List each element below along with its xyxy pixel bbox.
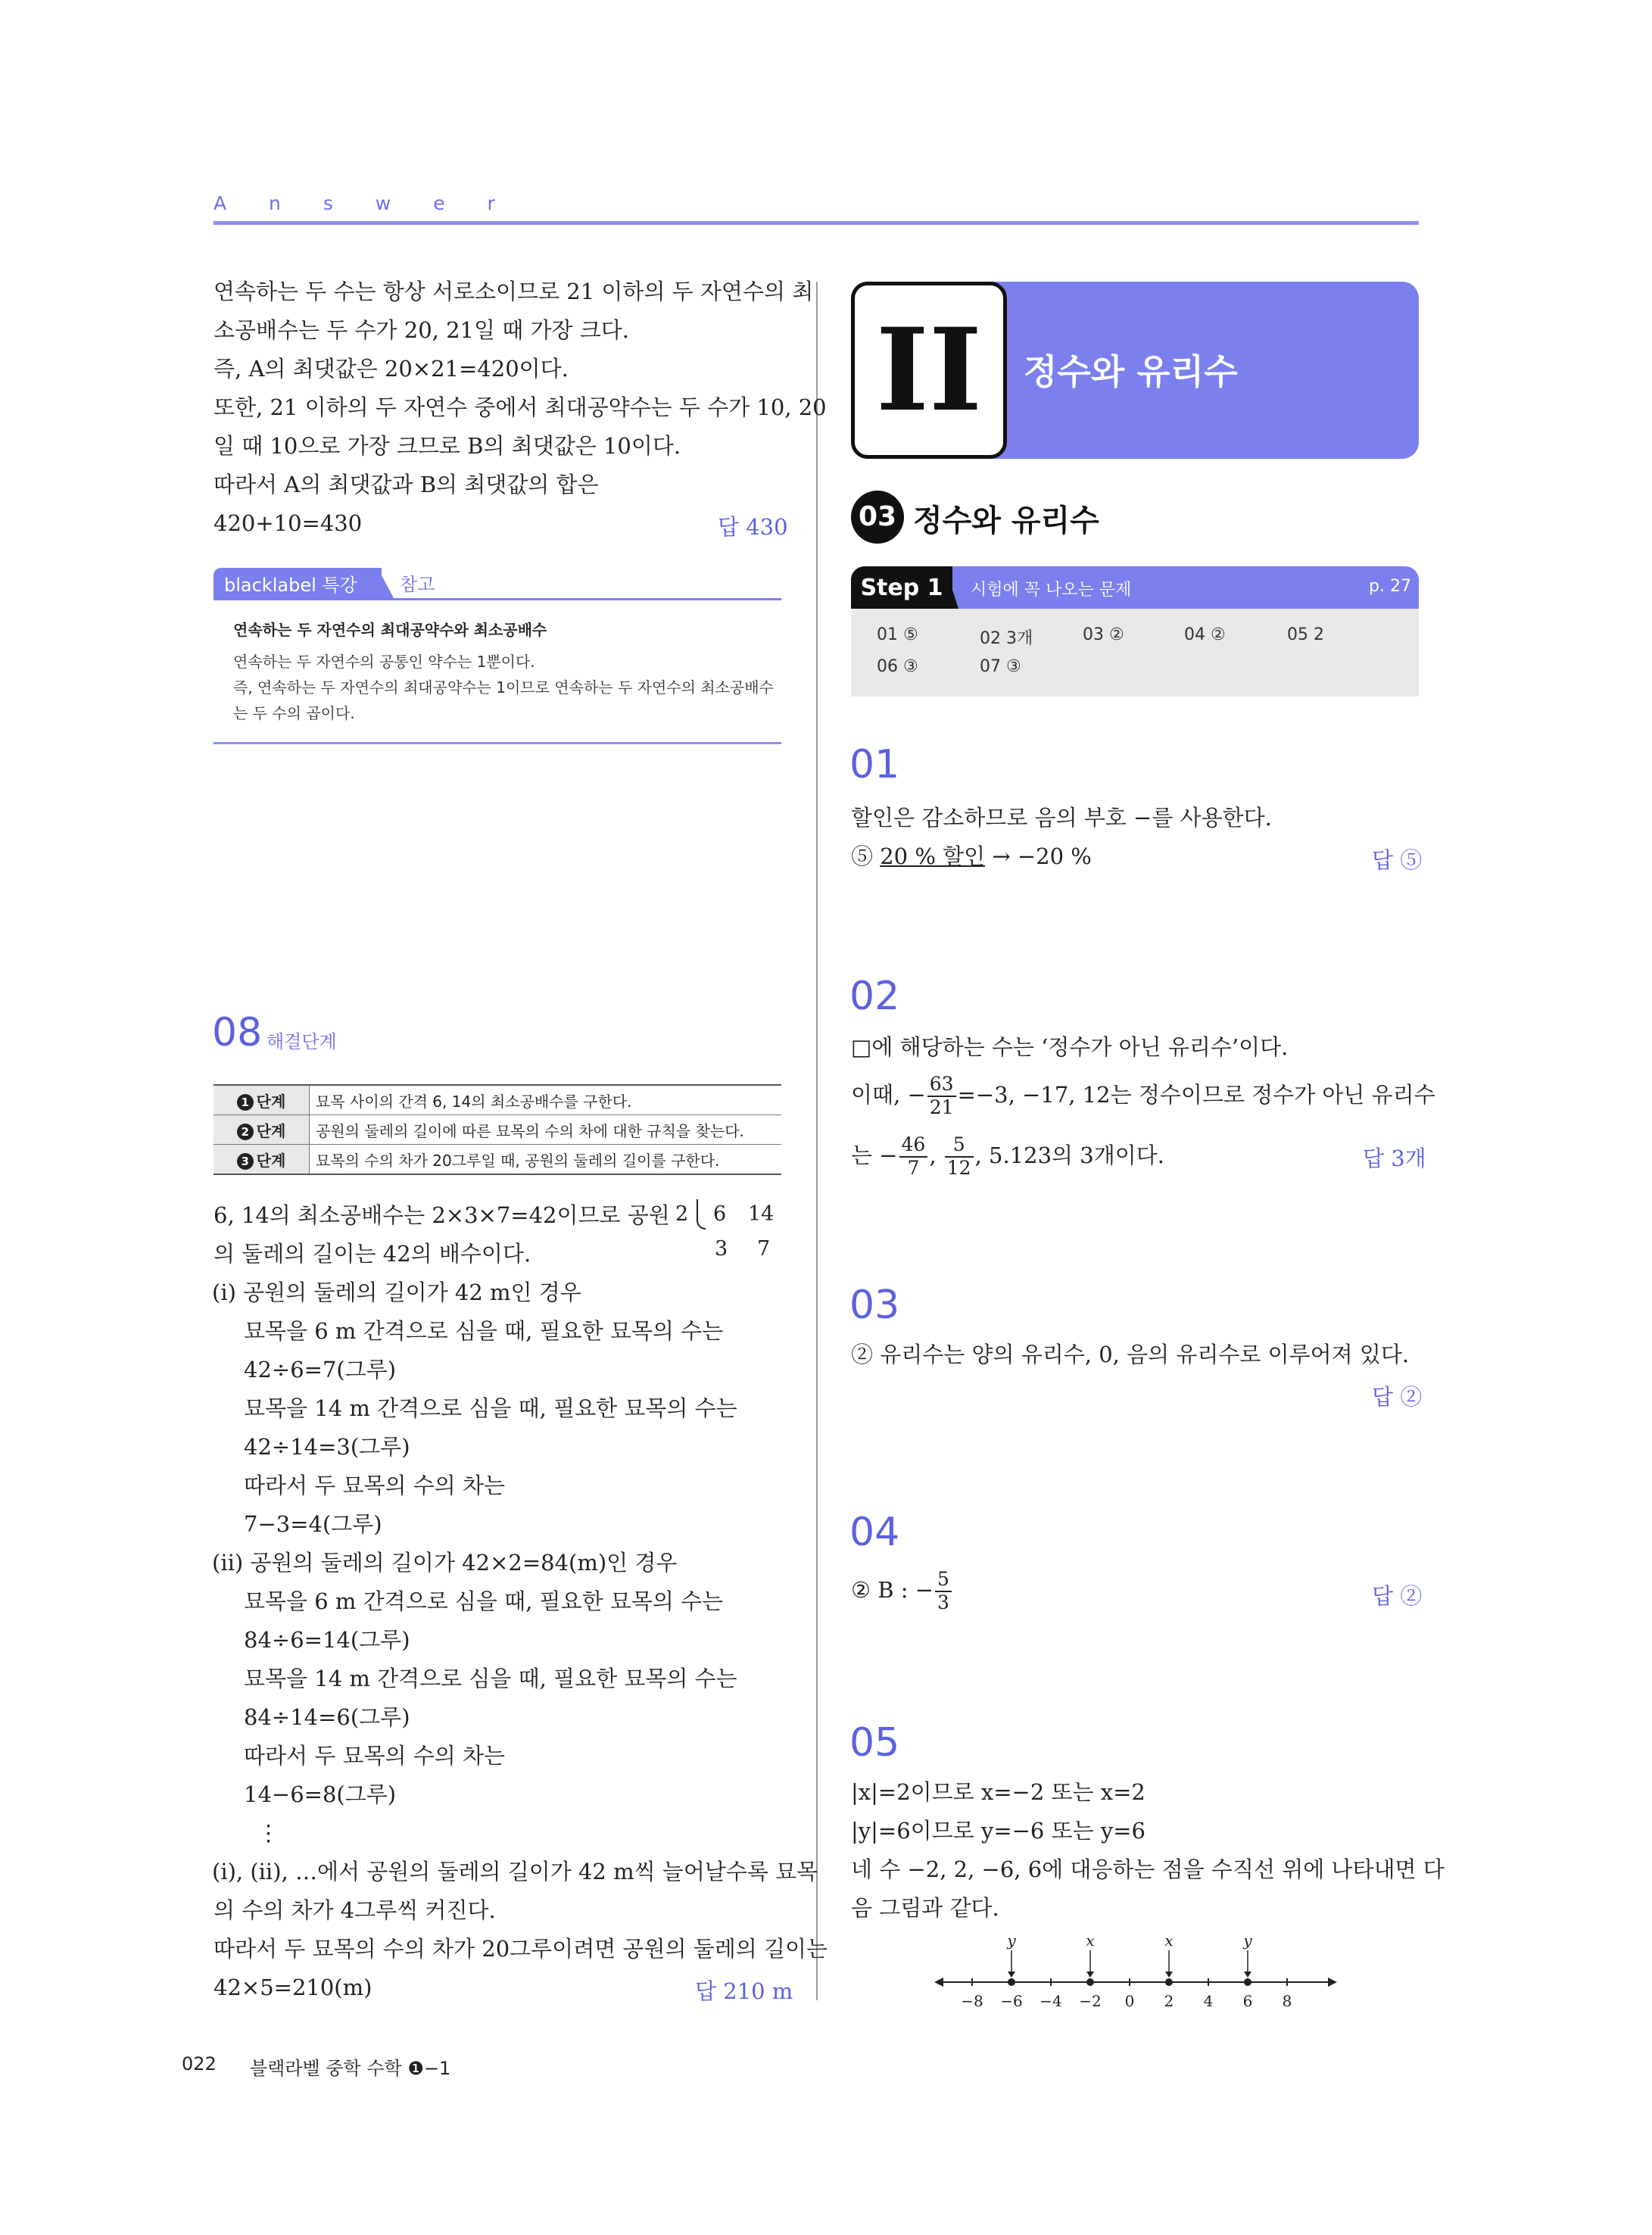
q02-line: □에 해당하는 수는 ‘정수가 아닌 유리수’이다. [851,1034,1289,1060]
tick-label: 8 [1282,1992,1292,2010]
blacklabel-tab: blacklabel 특강 [214,568,382,598]
denominator: 7 [907,1156,920,1179]
fraction [899,1134,928,1180]
step-subtitle: 시험에 꼭 나오는 문제 [971,581,1132,600]
q02-text: 이때, − [851,1081,926,1108]
step-label [214,1115,310,1145]
step-row [214,1085,781,1115]
denominator: 21 [929,1096,954,1118]
question-number-02: 02 [849,974,900,1019]
step-mark: 1 [237,1094,254,1111]
page-number: 022 [182,2053,217,2074]
step-mark: 2 [237,1124,254,1140]
solution-line: 의 수의 차가 4그루씩 커진다. [214,1897,496,1923]
tick-label: 2 [1164,1992,1174,2010]
solution-line: 묘목을 6 m 간격으로 심을 때, 필요한 묘목의 수는 [244,1318,724,1344]
chapter-roman: II [851,282,1007,459]
q01-choice: ⑤ [851,843,881,869]
number-line [931,1934,1340,2017]
solution-line: (ⅰ), (ⅱ), …에서 공원의 둘레의 길이가 42 m씩 늘어날수록 묘목 [212,1859,818,1884]
solution-line: (ⅰ) 공원의 둘레의 길이가 42 m인 경우 [212,1280,581,1305]
point-dot [1165,1978,1173,1986]
fraction [927,1074,956,1119]
point-dot [1244,1978,1251,1986]
section-number: 03 [851,491,904,544]
solution-line: 묘목을 14 m 간격으로 심을 때, 필요한 묘목의 수는 [244,1666,737,1691]
answer-item: 07 ③ [980,657,1021,676]
footer-title: 블랙라벨 중학 수학 ❶−1 [250,2058,451,2079]
answer-item: 06 ③ [877,657,918,676]
question-number-04: 04 [849,1510,900,1555]
solution-line: 6, 14의 최소공배수는 2×3×7=42이므로 공원 [214,1202,670,1228]
division-divisor: 2 [675,1202,689,1226]
step-answers [851,609,1419,697]
intro-line: 연속하는 두 수는 항상 서로소이므로 21 이하의 두 자연수의 최 [214,279,814,304]
step-label [214,1085,310,1115]
step-label: Step 1 [851,566,952,609]
q02-text: , 5.123의 3개이다. [974,1142,1164,1168]
blacklabel-title: 연속하는 두 자연수의 최대공약수와 최소공배수 [233,621,547,639]
column-divider [816,282,818,2000]
question-number-01: 01 [849,742,900,787]
answer-item: 01 ⑤ [877,625,918,644]
intro-line: 따라서 A의 최댓값과 B의 최댓값의 합은 [214,472,599,497]
tick-label: −2 [1079,1992,1102,2010]
solution-line: 의 둘레의 길이는 42의 배수이다. [214,1241,531,1267]
point-label: y [1007,1934,1016,1950]
point-label: y [1243,1934,1252,1950]
denominator: 3 [937,1591,949,1613]
step-page: p. 27 [1369,577,1411,596]
step-label [214,1145,310,1175]
solution-line: 따라서 두 묘목의 수의 차는 [244,1473,506,1498]
section-title: 정수와 유리수 [913,503,1099,538]
q02-text: =−3, −17, 12는 정수이므로 정수가 아닌 유리수 [957,1081,1435,1108]
solution-line: 7−3=4(그루) [244,1511,382,1537]
division-a: 6 [713,1202,727,1226]
blacklabel-line: 즉, 연속하는 두 자연수의 최대공약수는 1이므로 연속하는 두 자연수의 최소공배수 [233,678,774,697]
step-label-text: 단계 [256,1121,286,1140]
solution-line: 42÷14=3(그루) [244,1434,410,1460]
question-number-08: 08 [212,1010,263,1055]
intro-line: 소공배수는 두 수가 20, 21일 때 가장 크다. [214,317,629,343]
division-b: 14 [748,1202,775,1226]
blacklabel-rule [214,598,781,600]
step-label-text: 단계 [256,1151,286,1170]
answer-item: 05 2 [1287,625,1324,644]
solution-line: 묘목을 6 m 간격으로 심을 때, 필요한 묘목의 수는 [244,1588,724,1614]
q05-line: |x|=2이므로 x=−2 또는 x=2 [851,1779,1145,1805]
blacklabel-line: 는 두 수의 곱이다. [233,704,355,722]
intro-line: 또한, 21 이하의 두 자연수 중에서 최대공약수는 두 수가 10, 20 [214,394,827,420]
tick-label: 6 [1242,1992,1253,2010]
q01-result: → −20 % [985,843,1092,869]
point-label: x [1164,1934,1174,1950]
intro-line: 즉, A의 최댓값은 20×21=420이다. [214,356,569,382]
fraction [945,1134,974,1180]
q02-text: 는 − [851,1142,898,1168]
solution-line: (ⅱ) 공원의 둘레의 길이가 42×2=84(m)인 경우 [212,1550,678,1576]
solution-line: 84÷6=14(그루) [244,1627,410,1653]
q02-text: , [929,1142,943,1168]
step-label-text: 단계 [256,1092,286,1111]
blacklabel-line: 연속하는 두 자연수의 공통인 약수는 1뿐이다. [233,653,535,671]
question-number-03: 03 [849,1283,900,1328]
tick-label: −8 [961,1992,983,2010]
point-arrowhead [1008,1972,1015,1978]
point-arrowhead [1244,1972,1251,1978]
denominator: 12 [946,1156,971,1179]
tick-label: 4 [1203,1992,1214,2010]
intro-answer: 답 430 [718,514,788,540]
step-text: 묘목의 수의 차가 20그루일 때, 공원의 둘레의 길이를 구한다. [310,1145,782,1175]
solution-line: 42÷6=7(그루) [244,1357,397,1382]
arrow-right [1328,1978,1337,1987]
step-text: 공원의 둘레의 길이에 따른 묘목의 수의 차에 대한 규칙을 찾는다. [310,1115,782,1145]
solution-line: 따라서 두 묘목의 수의 차는 [244,1743,506,1769]
answer-item: 03 ② [1083,625,1124,644]
q01-underlined: 20 % 할인 [880,843,986,869]
chapter-title: 정수와 유리수 [1024,351,1238,392]
point-dot [1086,1978,1094,1986]
division-bracket [697,1199,706,1230]
solution-line: 42×5=210(m) [214,1975,372,2000]
numerator: 63 [927,1074,956,1097]
question-number-05: 05 [849,1720,900,1766]
header-rule [214,221,1419,225]
intro-line: 420+10=430 [214,510,363,536]
step-mark: 3 [237,1153,254,1170]
numerator: 5 [935,1569,952,1592]
q01-line [851,843,1092,870]
division-qb: 7 [757,1237,771,1261]
numerator: 46 [899,1134,928,1158]
q02-line [851,1134,1164,1180]
header-answer: A n s w e r [214,192,513,214]
numerator: 5 [945,1134,974,1158]
q01-line: 할인은 감소하므로 음의 부호 −를 사용한다. [851,805,1272,831]
q02-line [851,1074,1435,1119]
point-label: x [1086,1934,1095,1950]
arrow-left [934,1978,943,1987]
step-text: 묘목 사이의 간격 6, 14의 최소공배수를 구한다. [310,1085,782,1115]
point-arrowhead [1086,1972,1094,1978]
tick-label: −4 [1040,1992,1062,2010]
division-qa: 3 [715,1237,728,1261]
q08-answer: 답 210 m [695,1978,793,2004]
point-arrowhead [1165,1972,1173,1978]
q04-text: ② B : − [851,1576,934,1603]
solution-line: 따라서 두 묘목의 수의 차가 20그루이려면 공원의 둘레의 길이는 [214,1936,828,1962]
blacklabel-ref: 참고 [400,574,435,595]
intro-line: 일 때 10으로 가장 크므로 B의 최댓값은 10이다. [214,433,681,459]
step-row [214,1145,781,1175]
step-row [214,1115,781,1145]
fraction [935,1569,952,1614]
solution-line: 14−6=8(그루) [244,1781,397,1807]
q03-line: ② 유리수는 양의 유리수, 0, 음의 유리수로 이루어져 있다. [851,1342,1410,1367]
tick-label: 0 [1124,1992,1135,2010]
q04-line [851,1569,953,1614]
q05-line: 음 그림과 같다. [851,1895,999,1921]
q05-line: 네 수 −2, 2, −6, 6에 대응하는 점을 수직선 위에 나타내면 다 [851,1856,1445,1882]
solution-line: 묘목을 14 m 간격으로 심을 때, 필요한 묘목의 수는 [244,1395,737,1421]
q08-label: 해결단계 [267,1031,337,1052]
q05-line: |y|=6이므로 y=−6 또는 y=6 [851,1818,1145,1844]
q03-answer: 답 ② [1372,1384,1423,1410]
answer-item: 04 ② [1184,625,1226,644]
q02-answer: 답 3개 [1363,1146,1426,1171]
solution-line: 84÷14=6(그루) [244,1704,410,1730]
step-table [214,1084,781,1175]
q04-answer: 답 ② [1372,1583,1423,1609]
tick-label: −6 [1000,1992,1023,2010]
answer-item: 02 3개 [980,629,1033,648]
blacklabel-bottom-rule [214,742,781,744]
solution-line: ⋮ [257,1820,279,1846]
point-dot [1008,1978,1015,1986]
q01-answer: 답 ⑤ [1372,847,1423,873]
